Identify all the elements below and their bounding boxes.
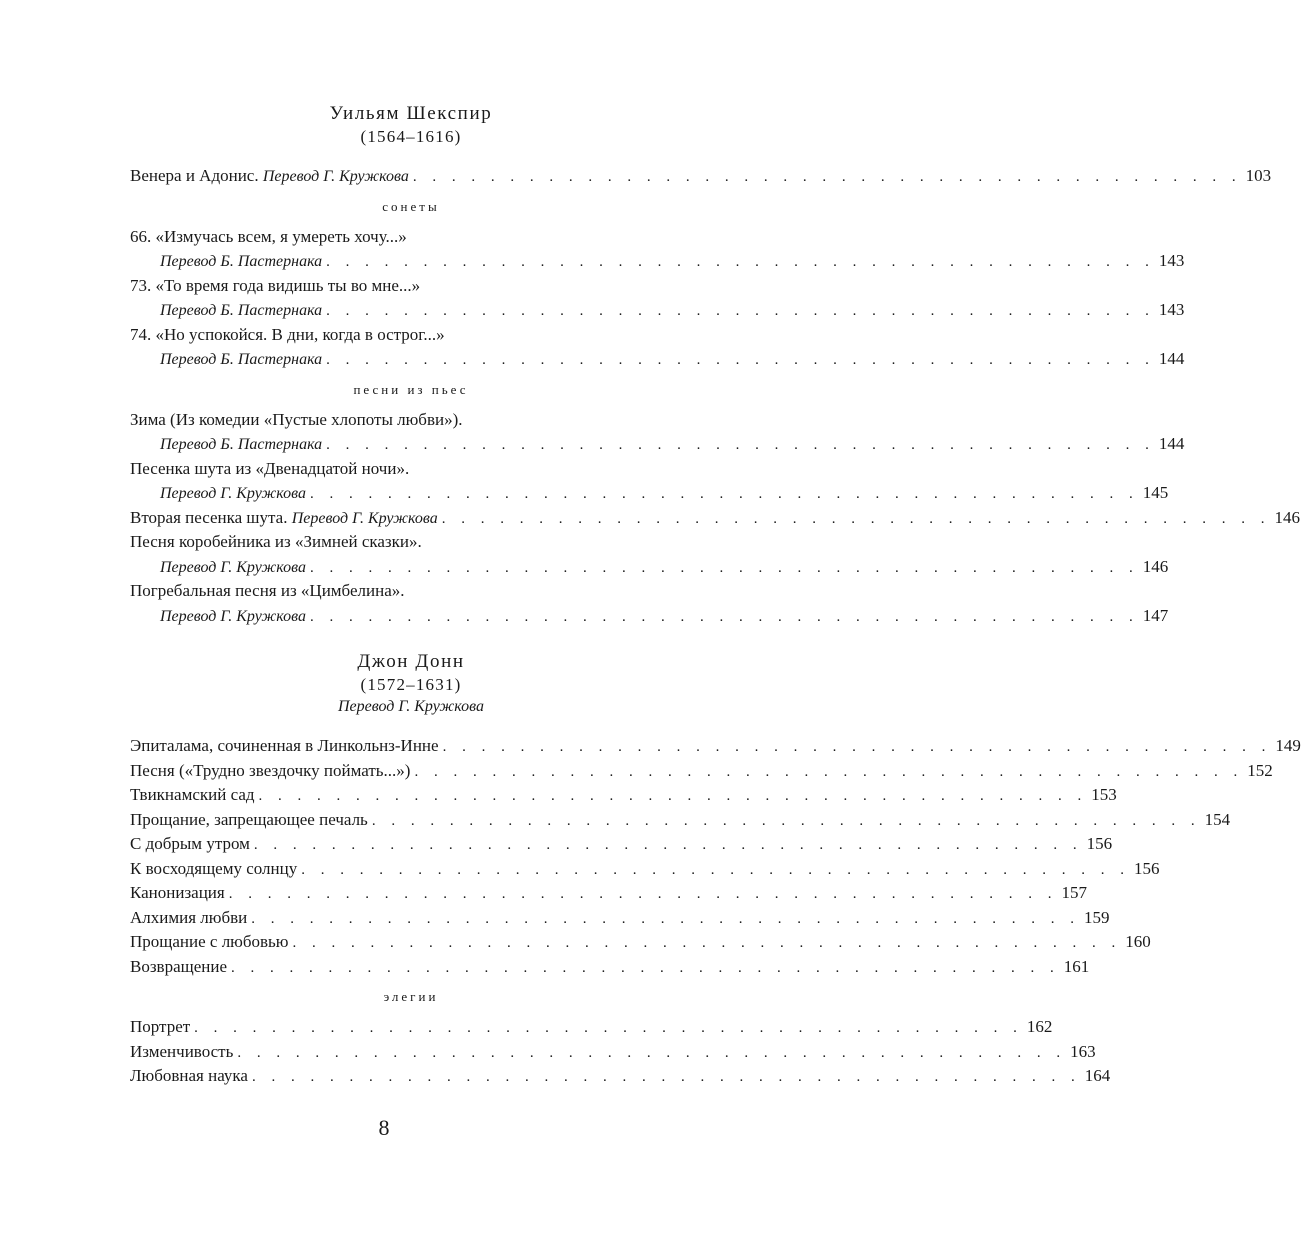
entry-page: 161 xyxy=(1063,956,1090,976)
entry-page: 152 xyxy=(1247,760,1273,780)
toc-entry[interactable] xyxy=(130,164,1272,189)
leader-dots: . . . . . . . . . . . . . . . . . . . . . . . . . . . . . . . . . . . . . . . . . . . xyxy=(326,352,1155,368)
leader-dots: . . . . . . . . . . . . . . . . . . . . . . . . . . . . . . . . . . . . . . . . . . . xyxy=(309,608,1139,625)
toc-entry[interactable] xyxy=(130,881,1087,906)
entry-page: 154 xyxy=(1204,809,1231,829)
entry-title: Изменчивость xyxy=(130,1041,234,1061)
leader-dots: . . . . . . . . . . . . . . . . . . . . . . . . . . . . . . . . . . . . . . . . . . . xyxy=(442,739,1272,755)
entry-page: 146 xyxy=(1142,556,1169,576)
leader-dots: . . . . . . . . . . . . . . . . . . . . . . . . . . . . . . . . . . . . . . . . . . . xyxy=(301,861,1130,878)
entry-translator: Перевод Б. Пастернака xyxy=(160,436,323,453)
leader-dots: . . . . . . . . . . . . . . . . . . . . . . . . . . . . . . . . . . . . . . . . . . . xyxy=(194,1020,1023,1036)
leader-dots: . . . . . . . . . . . . . . . . . . . . . . . . . . . . . . . . . . . . . . . . . . . xyxy=(412,169,1242,185)
toc-entry[interactable] xyxy=(130,347,1185,372)
toc-entry[interactable] xyxy=(130,930,1151,955)
entry-title[interactable]: Зима (Из комедии «Пустые хлопоты любви»). xyxy=(130,409,463,429)
entry-title: С добрым утром xyxy=(130,834,250,853)
toc-entry[interactable] xyxy=(130,906,1110,931)
entry-title: Песня («Трудно звездочку поймать...») xyxy=(130,760,411,780)
entry-page: 159 xyxy=(1084,907,1110,927)
leader-dots: . . . . . . . . . . . . . . . . . . . . . . . . . . . . . . . . . . . . . . . . . . . xyxy=(309,559,1139,576)
entry-title: Портрет xyxy=(130,1017,191,1036)
author-heading: Джон Донн xyxy=(357,651,465,672)
author-translator: Перевод Г. Кружкова xyxy=(338,698,484,715)
toc-entry[interactable] xyxy=(130,808,1231,833)
toc-entry[interactable] xyxy=(130,604,1169,629)
leader-dots: . . . . . . . . . . . . . . . . . . . . . . . . . . . . . . . . . . . . . . . . . . . xyxy=(251,910,1080,927)
entry-translator: Перевод Г. Кружкова xyxy=(160,607,306,625)
entry-page: 103 xyxy=(1245,166,1272,185)
entry-translator: Перевод Г. Кружкова xyxy=(160,558,306,576)
table-of-contents xyxy=(130,102,1301,1089)
entry-title[interactable]: 74. «Но успокойся. В дни, когда в острог...» xyxy=(130,324,445,344)
toc-entry[interactable] xyxy=(130,783,1117,808)
entry-page: 143 xyxy=(1158,251,1185,270)
entry-title: Канонизация xyxy=(130,883,225,902)
entry-title: Возвращение xyxy=(130,956,228,976)
entry-page: 162 xyxy=(1026,1017,1053,1036)
entry-page: 164 xyxy=(1084,1066,1111,1085)
entry-page: 157 xyxy=(1061,883,1087,902)
entry-title: Любовная наука xyxy=(130,1066,248,1085)
leader-dots: . . . . . . . . . . . . . . . . . . . . . . . . . . . . . . . . . . . . . . . . . . . xyxy=(253,837,1083,853)
entry-translator: Перевод Б. Пастернака xyxy=(160,302,323,319)
entry-page: 153 xyxy=(1091,785,1117,804)
leader-dots: . . . . . . . . . . . . . . . . . . . . . . . . . . . . . . . . . . . . . . . . . . . xyxy=(228,886,1058,902)
entry-title: Прощание с любовью xyxy=(130,932,289,951)
leader-dots: . . . . . . . . . . . . . . . . . . . . . . . . . . . . . . . . . . . . . . . . . . . xyxy=(292,935,1122,951)
toc-entry[interactable] xyxy=(130,1040,1096,1065)
section-heading: песни из пьес xyxy=(353,381,469,397)
author-heading: Уильям Шекспир xyxy=(329,103,493,124)
entry-page: 156 xyxy=(1133,858,1160,878)
toc-entry[interactable] xyxy=(130,432,1185,457)
toc-entry[interactable] xyxy=(130,955,1090,980)
entry-title: Эпиталама, сочиненная в Линкольнз-Инне xyxy=(130,736,439,755)
entry-translator: Перевод Г. Кружкова xyxy=(291,509,438,527)
entry-title: К восходящему солнцу xyxy=(130,858,298,878)
section-heading: сонеты xyxy=(382,198,440,214)
toc-entry[interactable] xyxy=(130,555,1169,580)
leader-dots: . . . . . . . . . . . . . . . . . . . . . . . . . . . . . . . . . . . . . . . . . . . xyxy=(231,959,1060,976)
entry-page: 149 xyxy=(1275,736,1301,755)
author-years: (1564–1616) xyxy=(360,127,462,146)
entry-title: Вторая песенка шута. xyxy=(130,507,288,527)
entry-title: Прощание, запрещающее печаль xyxy=(130,809,368,829)
entry-title[interactable]: 73. «То время года видишь ты во мне...» xyxy=(130,275,421,295)
toc-entry[interactable] xyxy=(130,249,1185,274)
entry-translator: Перевод Б. Пастернака xyxy=(160,253,323,270)
entry-translator: Перевод Г. Кружкова xyxy=(160,485,306,502)
entry-title: Алхимия любви xyxy=(130,907,248,927)
toc-entry[interactable] xyxy=(130,734,1301,759)
page-number: 8 xyxy=(378,1115,390,1140)
toc-entry[interactable] xyxy=(130,759,1273,784)
leader-dots: . . . . . . . . . . . . . . . . . . . . . . . . . . . . . . . . . . . . . . . . . . . xyxy=(326,254,1155,270)
toc-entry[interactable] xyxy=(130,857,1160,882)
entry-page: 143 xyxy=(1158,300,1185,319)
author-years: (1572–1631) xyxy=(360,675,462,694)
section-heading: элегии xyxy=(383,989,439,1004)
entry-page: 147 xyxy=(1142,605,1169,625)
leader-dots: . . . . . . . . . . . . . . . . . . . . . . . . . . . . . . . . . . . . . . . . . . . xyxy=(258,788,1088,804)
leader-dots: . . . . . . . . . . . . . . . . . . . . . . . . . . . . . . . . . . . . . . . . . . . xyxy=(441,510,1271,527)
leader-dots: . . . . . . . . . . . . . . . . . . . . . . . . . . . . . . . . . . . . . . . . . . . xyxy=(371,812,1201,829)
toc-entry[interactable] xyxy=(130,1064,1111,1089)
entry-page: 163 xyxy=(1070,1041,1096,1061)
toc-entry[interactable] xyxy=(130,481,1169,506)
entry-title: Венера и Адонис. xyxy=(130,166,259,185)
entry-title: Твикнамский сад xyxy=(130,785,255,804)
entry-title[interactable]: Погребальная песня из «Цимбелина». xyxy=(130,581,405,600)
leader-dots: . . . . . . . . . . . . . . . . . . . . . . . . . . . . . . . . . . . . . . . . . . . xyxy=(309,486,1139,502)
toc-entry[interactable] xyxy=(130,506,1300,531)
leader-dots: . . . . . . . . . . . . . . . . . . . . . . . . . . . . . . . . . . . . . . . . . . . xyxy=(251,1069,1081,1085)
leader-dots: . . . . . . . . . . . . . . . . . . . . . . . . . . . . . . . . . . . . . . . . . . . xyxy=(414,763,1244,780)
entry-page: 156 xyxy=(1086,834,1113,853)
entry-page: 144 xyxy=(1158,349,1185,368)
entry-title[interactable]: Песенка шута из «Двенадцатой ночи». xyxy=(130,458,410,478)
toc-entry[interactable] xyxy=(130,1015,1053,1040)
entry-title[interactable]: Песня коробейника из «Зимней сказки». xyxy=(130,532,422,551)
entry-page: 145 xyxy=(1142,483,1169,502)
entry-page: 160 xyxy=(1125,932,1151,951)
leader-dots: . . . . . . . . . . . . . . . . . . . . . . . . . . . . . . . . . . . . . . . . . . . xyxy=(237,1044,1067,1061)
entry-page: 144 xyxy=(1158,434,1185,453)
entry-translator: Перевод Г. Кружкова xyxy=(262,168,409,185)
toc-entry[interactable] xyxy=(130,832,1113,857)
leader-dots: . . . . . . . . . . . . . . . . . . . . . . . . . . . . . . . . . . . . . . . . . . . xyxy=(326,303,1155,319)
entry-page: 146 xyxy=(1274,507,1300,527)
toc-entry[interactable] xyxy=(130,298,1185,323)
leader-dots: . . . . . . . . . . . . . . . . . . . . . . . . . . . . . . . . . . . . . . . . . . . xyxy=(326,437,1155,453)
entry-title[interactable]: 66. «Измучась всем, я умереть хочу...» xyxy=(130,226,407,246)
entry-translator: Перевод Б. Пастернака xyxy=(160,351,323,368)
